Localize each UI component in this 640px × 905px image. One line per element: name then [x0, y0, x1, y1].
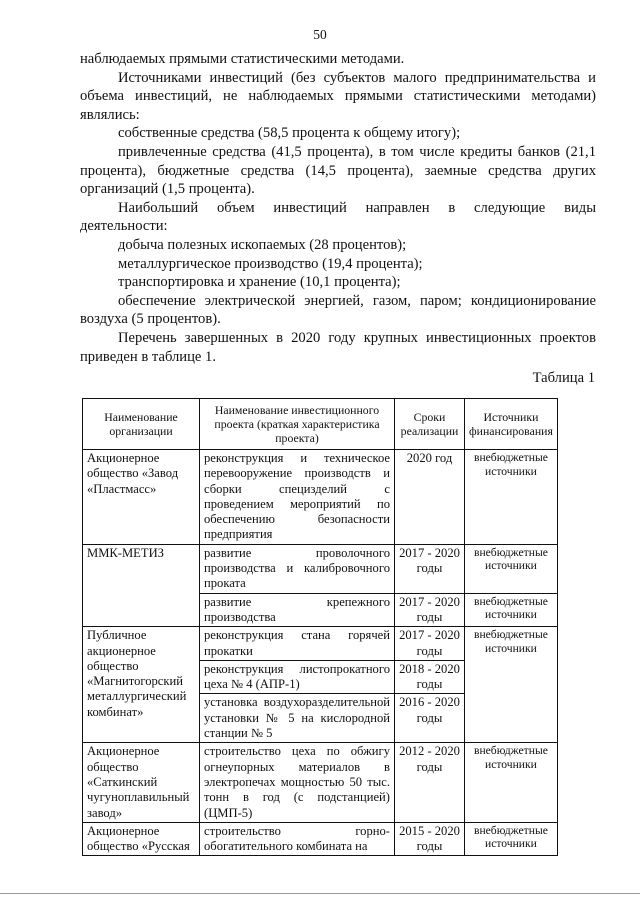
paragraph: Перечень завершенных в 2020 году крупных инвестиционных проектов приведен в таблице 1.	[80, 329, 596, 365]
table-row	[83, 822, 558, 856]
source-cell: внебюджетные источники	[465, 544, 558, 593]
paragraph: обеспечение электрической энергией, газом, паром; кондиционирование воздуха (5 процентов).	[80, 292, 596, 328]
project-cell: строительство цеха по обжигу огнеупорных материалов в электропечах мощностью 50 тыс. тонн в год (с подстанцией) (ЦМП-5)	[200, 743, 395, 822]
term-cell: 2020 год	[395, 450, 465, 545]
table-row	[83, 627, 558, 661]
project-cell: реконструкция стана горячей прокатки	[200, 627, 395, 661]
source-cell: внебюджетные источники	[465, 743, 558, 822]
source-cell: внебюджетные источники	[465, 450, 558, 545]
project-cell: развитие крепежного производства	[200, 593, 395, 627]
table-row	[83, 743, 558, 822]
org-cell: Акционерное общество «Саткинский чугуноплавильный завод»	[83, 743, 200, 822]
paragraph: добыча полезных ископаемых (28 процентов);	[118, 236, 407, 253]
source-cell: внебюджетные источники	[465, 593, 558, 627]
header-org: Наименование организации	[83, 399, 200, 450]
header-term: Сроки реализации	[395, 399, 465, 450]
project-cell: строительство горно-обогатительного комбината на	[200, 822, 395, 856]
page-bottom-rule	[0, 893, 640, 894]
table-caption: Таблица 1	[532, 370, 595, 386]
org-cell: Публичное акционерное общество «Магнитогорский металлургический комбинат»	[83, 627, 200, 743]
paragraph: транспортировка и хранение (10,1 процента);	[118, 274, 401, 291]
project-cell: развитие проволочного производства и калибровочного проката	[200, 544, 395, 593]
paragraph: наблюдаемых прямыми статистическими методами.	[80, 51, 405, 67]
table-row	[83, 544, 558, 593]
project-cell: реконструкция и техническое перевооружение производств и сборки специзделий с проведением мероприятий по обеспечению безопасности предприятия	[200, 450, 395, 545]
org-cell: Акционерное общество «Русская	[83, 822, 200, 856]
table-row	[83, 450, 558, 545]
term-cell: 2016 - 2020 годы	[395, 694, 465, 743]
paragraph: собственные средства (58,5 процента к общему итогу);	[118, 125, 461, 142]
paragraph: Наибольший объем инвестиций направлен в следующие виды деятельности:	[80, 199, 596, 235]
paragraph: металлургическое производство (19,4 процента);	[118, 255, 423, 272]
term-cell: 2015 - 2020 годы	[395, 822, 465, 856]
investment-projects-table	[82, 398, 558, 856]
term-cell: 2018 - 2020 годы	[395, 660, 465, 694]
term-cell: 2012 - 2020 годы	[395, 743, 465, 822]
project-cell: установка воздухоразделительной установки № 5 на кислородной станции № 5	[200, 694, 395, 743]
page-number: 50	[313, 27, 327, 42]
term-cell: 2017 - 2020 годы	[395, 593, 465, 627]
table-header-row	[83, 399, 558, 450]
term-cell: 2017 - 2020 годы	[395, 627, 465, 661]
paragraph: Источниками инвестиций (без субъектов малого предпринимательства и объема инвестиций, не наблюдаемых прямыми статистическими методами) являлись:	[80, 69, 596, 123]
org-cell: ММК-МЕТИЗ	[83, 544, 200, 626]
org-cell: Акционерное общество «Завод «Пластмасс»	[83, 450, 200, 545]
header-source: Источники финансирования	[465, 399, 558, 450]
project-cell: реконструкция листопрокатного цеха № 4 (АПР-1)	[200, 660, 395, 694]
term-cell: 2017 - 2020 годы	[395, 544, 465, 593]
paragraph: привлеченные средства (41,5 процента), в том числе кредиты банков (21,1 процента), бюджетные средства (14,5 процента), заемные средства других организаций (1,5 процента).	[80, 143, 596, 198]
source-cell: внебюджетные источники	[465, 627, 558, 743]
body-text	[80, 50, 596, 366]
source-cell: внебюджетные источники	[465, 822, 558, 856]
header-project: Наименование инвестиционного проекта (краткая характеристика проекта)	[200, 399, 395, 450]
